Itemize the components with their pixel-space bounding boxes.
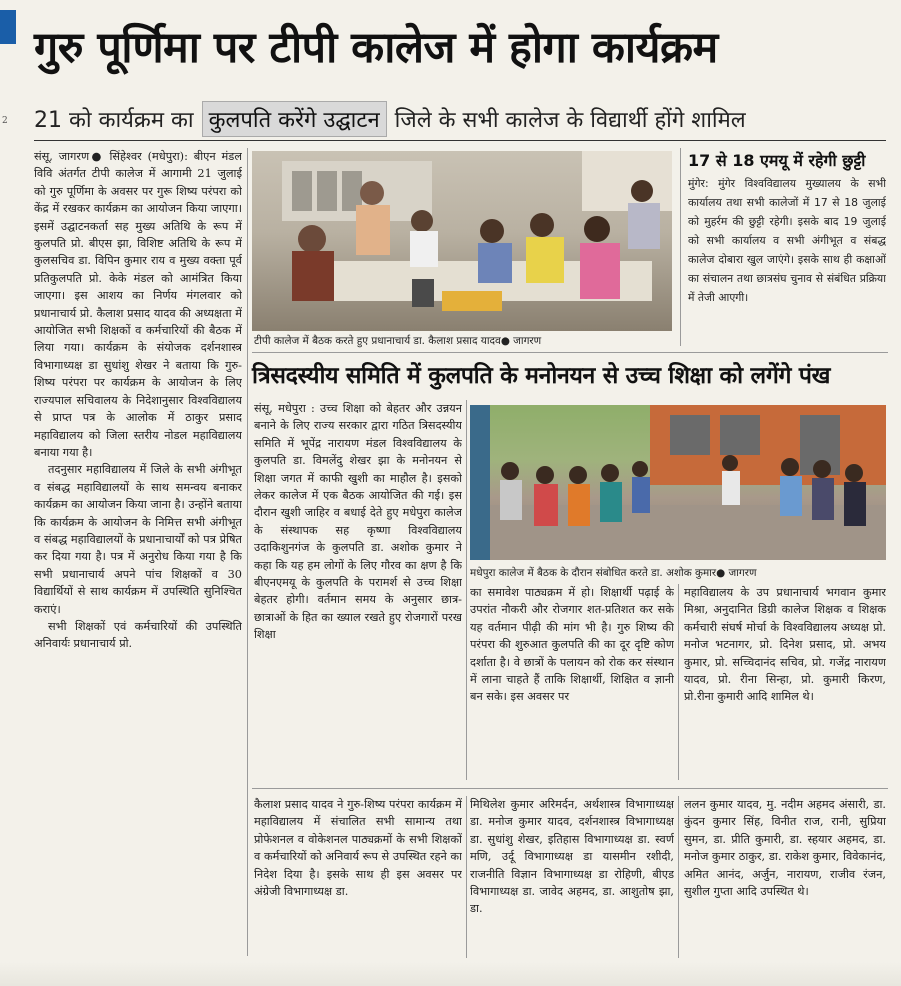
section-accent-bar: [0, 10, 16, 44]
continue-rule: [252, 788, 888, 789]
second-article-headline: त्रिसदस्यीय समिति में कुलपति के मनोनयन से उच्च शिक्षा को लगेंगे पंख: [252, 363, 831, 389]
main-paragraph-2: तदनुसार महाविद्यालय में जिले के सभी अंगीभूत व संबद्ध महाविद्यालयों के साथ समन्वय बनाकर कार्यक्रम का आयोजन किया जाना है। उन्होंने बताया कि कार्यक्रम के आयोजन के निमित्त सभी अंगीभूत व संबद्ध महाविद्यालयों के प्रधानाचार्यों को पत्र प्रेषित कर दिया गया है। पत्र में अनुरोध किया गया है कि सभी प्रधानाचार्य अपने पांच शिक्षकों व 30 विद्यार्थियों से साथ कार्यक्रम में उपस्थिति सुनिश्चित कराएं।: [34, 463, 242, 616]
column-divider: [247, 148, 248, 956]
continued-col1: कैलाश प्रसाद यादव ने गुरु-शिष्य परंपरा कार्यक्रम में महाविद्यालय में संचालित सभी सामान्य तथा प्रोफेशनल व वोकेशनल पाठ्यक्रमों के सभी शिक्षकों व कर्मचारियों को अनिवार्य रूप से उपस्थित रहने का निदेश दिया है। इसके साथ ही इस अवसर पर अंग्रेजी विभागाध्यक्ष डा.: [254, 798, 462, 899]
subhead-row: [34, 100, 894, 138]
main-headline: गुरु पूर्णिमा पर टीपी कालेज में होगा कार्यक्रम: [34, 23, 718, 73]
col-divider-2: [466, 400, 467, 780]
side-news-headline: 17 से 18 एमयू में रहेगी छुट्टी: [688, 151, 866, 170]
bottom-strip: [0, 962, 901, 986]
subhead-boxed: कुलपति करेंगे उद्घाटन: [202, 101, 387, 137]
col-divider-5: [678, 796, 679, 958]
section-rule: [252, 352, 888, 353]
second-article-col3: महाविद्यालय के उप प्रधानाचार्य भगवान कुमार मिश्रा, अनुदानित डिग्री कालेज शिक्षक व शिक्षक कर्मचारी संघर्ष मोर्चा के विश्वविद्यालय अध्यक्ष प्रो. मनोज भटनागर, प्रो. दिनेश प्रसाद, प्रो. अभय कुमार, प्रो. सच्चिदानंद सचिव, प्रो. गजेंद्र नारायण यादव, प्रो. रीना सिन्हा, प्रो. कुमारी किरण, प्रो.रीना कुमारी आदि शामिल थे।: [684, 586, 886, 704]
continued-col3: ललन कुमार यादव, मु. नदीम अहमद अंसारी, डा. कुंदन कुमार सिंह, विनीत राज, रानी, सुप्रिया सुमन, डा. प्रीति कुमारी, डा. स्हयार अहमद, डा. मनोज कुमार ठाकुर, डा. राकेश कुमार, विवेकानंद, अमित आनंद, अर्जुन, नारायण, राजीव रंजन, सुशील गुप्ता आदि उपस्थित थे।: [684, 798, 886, 899]
col-divider-3: [678, 584, 679, 780]
side-divider: [680, 148, 681, 346]
newspaper-photo-icon: [252, 151, 672, 331]
main-article-photo: [252, 151, 672, 331]
main-article-column: [34, 148, 242, 956]
second-article-col1: संसू, मधेपुरा : उच्च शिक्षा को बेहतर और उन्नयन बनाने के लिए राज्य सरकार द्वारा गठित त्रिसदस्यीय समिति में भूपेंद्र नारायण मंडल विश्वविद्यालय के कुलपति डा. विमलेंदु शेखर झा के मनोनयन से शिक्षा जगत में काफी खुशी का माहौल है। इसको लेकर कालेज में एक बैठक आयोजित की गई। इस दौरान खुशी जाहिर व बधाई देते हुए मधेपुरा कालेज के संस्थापक सह कृष्णा विश्वविद्यालय उदाकिशुनगंज के कुलपति डा. अशोक कुमार ने कहा कि यह हम लोगों के लिए गौरव का क्षण है कि बीएनएमयू के कुलपति के परामर्श से उच्च शिक्षा बेहतर होगी। वर्तमान समय के अनुसार छात्र-छात्राओं के हित का ख्याल रखते हुए रोजगारों परख शिक्षा: [254, 402, 462, 642]
subhead-rule: [34, 140, 886, 141]
col-divider-4: [466, 796, 467, 958]
continued-col2: मिथिलेश कुमार अरिमर्दन, अर्थशास्त्र विभागाध्यक्ष डा. मनोज कुमार यादव, दर्शनशास्त्र विभागाध्यक्ष डा. सुधांशु शेखर, इतिहास विभागाध्यक्ष डा. स्वर्ण मणि, उर्दू विभागाध्यक्ष डा यासमीन रशीदी, राजनीति विज्ञान विभागाध्यक्ष डा रोहिणी, बीएड विभागाध्यक्ष डा. जावेद अहमद, डा. आशुतोष झा, डा.: [470, 798, 674, 916]
second-photo-caption: मधेपुरा कालेज में बैठक के दौरान संबोधित करते डा. अशोक कुमार● जागरण: [470, 567, 757, 579]
side-news-body: मुंगेर: मुंगेर विश्वविद्यालय मुख्यालय के सभी कार्यालय तथा सभी कालेजों में 17 से 18 जुलाई को मुहर्रम की छुट्टी रहेगी। इसके बाद 19 जुलाई को सभी कार्यालय व सभी अंगीभूत व संबद्ध कालेज दोबारा खुल जाएंगे। इसके साथ ही कक्षाओं का संचालन तथा छात्रसंघ चुनाव से संबंधित प्रक्रिया में तेजी आएगी।: [688, 177, 886, 304]
subhead-right: जिले के सभी कालेज के विद्यार्थी होंगे शामिल: [394, 108, 746, 133]
second-article-col2: का समावेश पाठ्यक्रम में हो। शिक्षार्थी पढ़ाई के उपरांत नौकरी और रोजगार शत-प्रतिशत कर सके यह वर्तमान पीढ़ी की मांग भी है। गुरु शिष्य की परंपरा की शुरुआत कुलपति की का दूर दृष्टि कोण दर्शाता है। वे छात्रों के पलायन को रोक कर संस्थान में लाना चाहते हैं ताकि शिक्षार्थी, शिक्षित व ज्ञानी बन सके। इस अवसर पर: [470, 586, 674, 704]
main-paragraph-3: सभी शिक्षकों एवं कर्मचारियों की उपस्थिति अनिवार्यः प्रधानाचार्य प्रो.: [34, 619, 242, 651]
fold-number: 2: [2, 116, 8, 126]
second-article-photo: [470, 405, 886, 560]
main-photo-caption: टीपी कालेज में बैठक करते हुए प्रधानाचार्य डा. कैलाश प्रसाद यादव● जागरण: [254, 335, 542, 347]
subhead-left: 21 को कार्यक्रम का: [34, 108, 194, 133]
main-paragraph-1: संसू, जागरण● सिंहेश्वर (मधेपुरा): बीएन मंडल विवि अंतर्गत टीपी कालेज में आगामी 21 जुलाई को गुरु पूर्णिमा के अवसर पर गुरू शिष्य परंपरा को केंद्र में रखकर कार्यक्रम का आयोजन किया जाएगा। इसमें उद्घाटनकर्ता सह मुख्य अतिथि के रूप में कुलपति प्रो. बीएस झा, विशिष्ट अतिथि के रूप में कुलसचिव डा. विपिन कुमार राय व मुख्य वक्ता पूर्व प्रतिकुलपति प्रो. केके मंडल को आमंत्रित किया जाएगा। इस आशय का निर्णय मंगलवार को प्रधानाचार्य प्रो. कैलाश प्रसाद यादव की अध्यक्षता में आयोजित सभी शिक्षकों व कर्मचारियों की बैठक में लिया गया। कार्यक्रम के संयोजक दर्शनशास्त्र विभागाध्यक्ष डा सुधांशु शेखर ने बताया कि गुरु-शिष्य परंपरा पर कार्यक्रम के आयोजन के लिए राज्यपाल सचिवालय के निदेशानुसार विश्वविद्यालय से प्राप्त पत्र के आलोक में ठाकुर प्रसाद महाविद्यालय को जिला स्तरीय नोडल महाविद्यालय बनाया गया है।: [34, 150, 242, 459]
